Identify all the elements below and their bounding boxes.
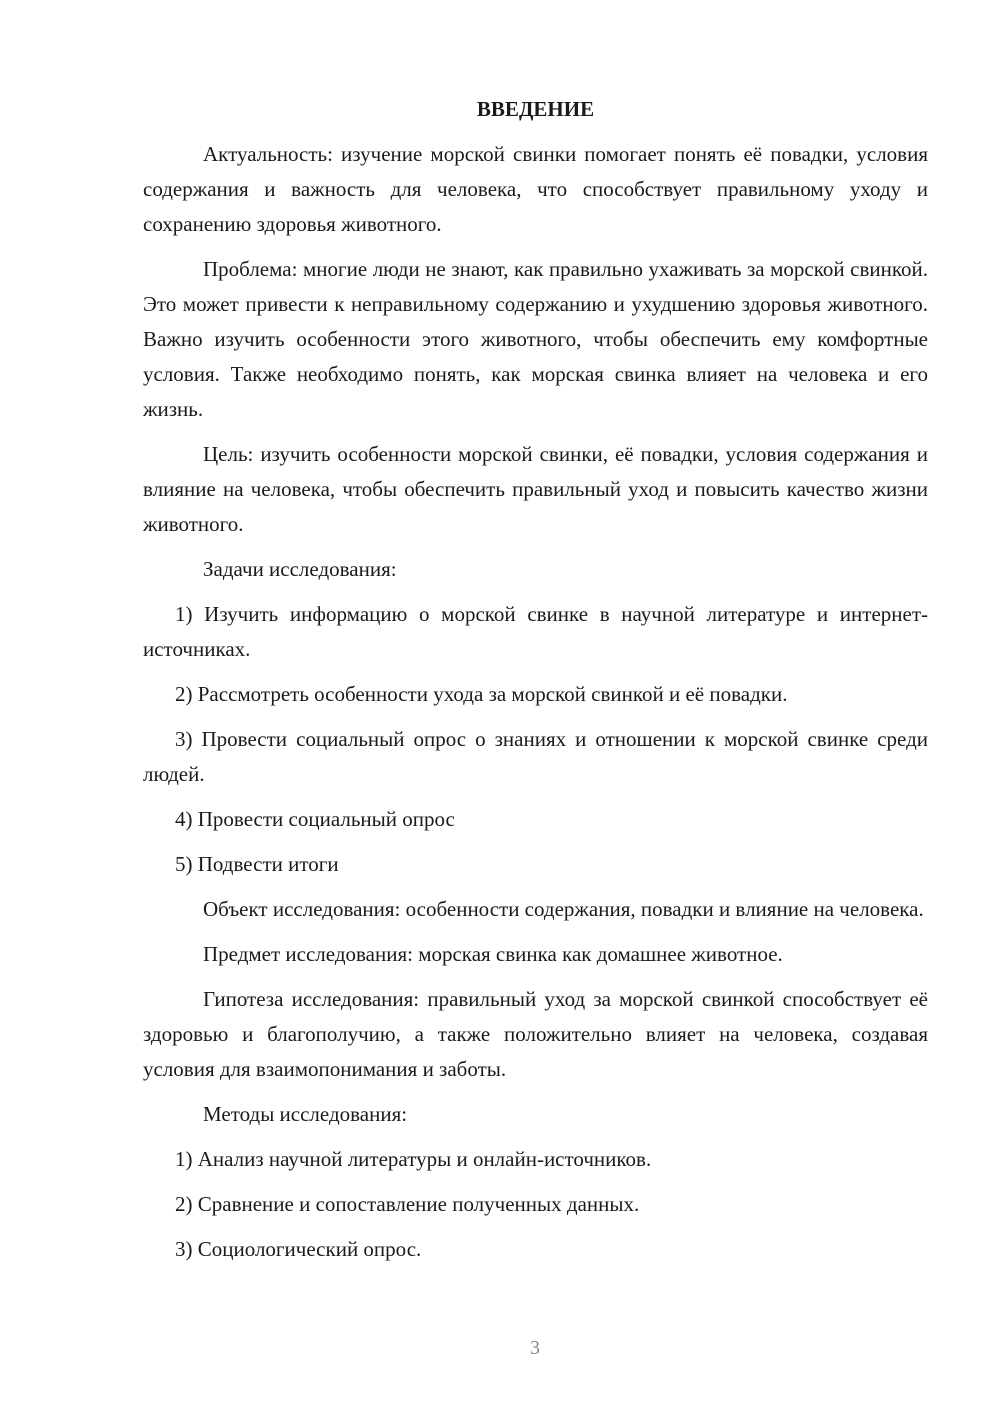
list-item: 2) Рассмотреть особенности ухода за морской свинкой и её повадки. — [175, 682, 788, 706]
list-item: 5) Подвести итоги — [175, 852, 339, 876]
document-page — [143, 92, 928, 1277]
section-title: ВВЕДЕНИЕ — [476, 97, 595, 121]
list-item: 3) Провести социальный опрос о знаниях и отношении к морской свинке среди людей. — [143, 727, 928, 786]
paragraph: Цель: изучить особенности морской свинки, её повадки, условия содержания и влияние на человека, чтобы обеспечить правильный уход и повысить качество жизни животного. — [143, 442, 928, 536]
list-item: 1) Анализ научной литературы и онлайн-источников. — [175, 1147, 652, 1171]
document-body — [143, 137, 928, 1267]
list-item: 3) Социологический опрос. — [175, 1237, 422, 1261]
list-item: 2) Сравнение и сопоставление полученных данных. — [175, 1192, 640, 1216]
paragraph: Задачи исследования: — [203, 557, 397, 581]
list-item: 1) Изучить информацию о морской свинке в научной литературе и интернет-источниках. — [143, 602, 928, 661]
paragraph: Объект исследования: особенности содержания, повадки и влияние на человека. — [203, 897, 924, 921]
page-number: 3 — [530, 1337, 540, 1359]
paragraph: Актуальность: изучение морской свинки помогает понять её повадки, условия содержания и важность для человека, что способствует правильному уходу и сохранению здоровья животного. — [143, 142, 928, 236]
paragraph: Гипотеза исследования: правильный уход за морской свинкой способствует её здоровью и благополучию, а также положительно влияет на человека, создавая условия для взаимопонимания и заботы. — [143, 987, 928, 1081]
paragraph: Методы исследования: — [203, 1102, 408, 1126]
list-item: 4) Провести социальный опрос — [175, 807, 455, 831]
paragraph: Предмет исследования: морская свинка как домашнее животное. — [203, 942, 783, 966]
paragraph: Проблема: многие люди не знают, как правильно ухаживать за морской свинкой. Это может привести к неправильному содержанию и ухудшению здоровья животного. Важно изучить особенности этого животного, чтобы обеспечить ему комфортные условия. Также необходимо понять, как морская свинка влияет на человека и его жизнь. — [143, 257, 928, 421]
